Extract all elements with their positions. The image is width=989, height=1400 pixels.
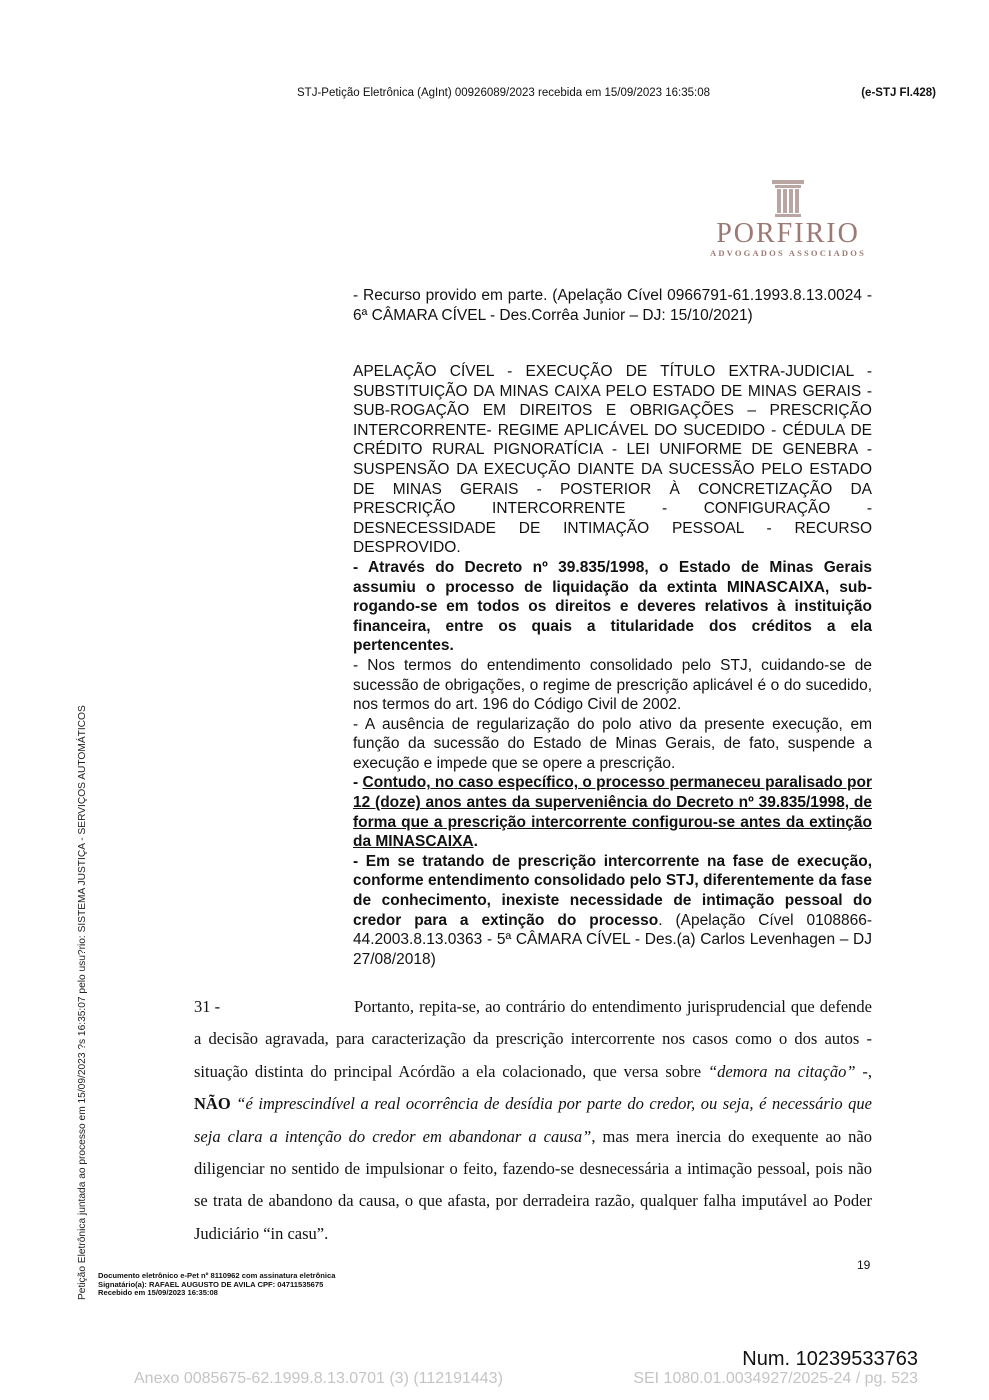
quote-text: - Recurso provido em parte. (Apelação Cível 0966791-61.1993.8.13.0024 - 6ª CÂMARA CÍVEL - Des.Corrêa Junior – DJ: 15/10/2021) [353,287,872,324]
quoted-ementa [353,362,872,969]
body-text-2: -, [855,1061,872,1081]
signature-line-3: Recebido em 15/09/2023 16:35:08 [98,1288,218,1297]
side-note-vertical: Petição Eletrônica juntada ao processo em 15/09/2023 ?s 16:35:07 pelo usu?rio: SISTEMA JUSTIÇA - SERVIÇOS AUTOMÁTICOS [77,705,88,1300]
ementa-point-3: - A ausência de regularização do polo ativo da presente execução, em função da sucessão do Estado de Minas Gerais, de fato, suspende a execução e impede que se opere a prescrição. [353,715,872,772]
body-text-1: Portanto, repita-se, ao contrário do entendimento jurisprudencial que defende a decisão agravada, para caracterização da prescrição intercorrente nos casos como o dos autos - situação distinta do principal Acórdão a ela colacionado, que versa sobre [194,997,872,1081]
logo-wordmark: PORFIRIO [716,218,860,249]
firm-logo [702,178,874,258]
signature-block [98,1272,335,1298]
footer-sei: SEI 1080.01.0034927/2025-24 / pg. 523 [633,1370,918,1387]
quote-paragraph-1 [353,286,872,325]
ementa-point-5-citation: . (Apelação Cível 0108866-44.2003.8.13.0363 - 5ª CÂMARA CÍVEL - Des.(a) Carlos Levenhagen – DJ 27/08/2018) [353,911,873,968]
ementa-point-5 [353,852,872,970]
ementa-headline: APELAÇÃO CÍVEL - EXECUÇÃO DE TÍTULO EXTRA-JUDICIAL - SUBSTITUIÇÃO DA MINAS CAIXA PELO ESTADO DE MINAS GERAIS - SUB-ROGAÇÃO EM DIREITOS E OBRIGAÇÕES – PRESCRIÇÃO INTERCORRENTE- REGIME APLICÁVEL DO SUCEDIDO - CÉDULA DE CRÉDITO RURAL PIGNORATÍCIA - LEI UNIFORME DE GENEBRA - SUSPENSÃO DA EXECUÇÃO DIANTE DA SUCESSÃO PELO ESTADO DE MINAS GERAIS - POSTERIOR À CONCRETIZAÇÃO DA PRESCRIÇÃO INTERCORRENTE - CONFIGURAÇÃO - DESNECESSIDADE DE INTIMAÇÃO PESSOAL - RECURSO DESPROVIDO. [353,363,872,557]
signature-line-2: Signatário(a): RAFAEL AUGUSTO DE AVILA CPF: 04711535675 [98,1279,324,1289]
ementa-point-5-bold: - Em se tratando de prescrição intercorrente na fase de execução, conforme entendimento consolidado pelo STJ, diferentemente da fase de conhecimento, inexiste necessidade de intimação pessoal do credor para a extinção do processo [353,852,872,929]
ementa-point-4-suffix: . [473,833,478,851]
header-page-ref: (e-STJ Fl.428) [861,87,936,99]
ementa-point-4 [353,773,872,851]
body-italic-2: “é imprescindível a real ocorrência de desídia por parte do credor, ou seja, é necessário que seja clara a intenção do credor em abandonar a causa” [194,1094,873,1146]
column-icon [702,178,874,222]
body-text-4: , mas mera inercia do exequente ao não diligenciar no sentido de impulsionar o feito, fazendo-se desnecessária a intimação pessoal, pois não se trata de abandono da causa, o que afasta, por derradeira razão, qualquer falha imputável ao Poder Judiciário “in casu”. [194,1126,872,1243]
footer-annex: Anexo 0085675-62.1999.8.13.0701 (3) (112191443) [134,1370,503,1387]
document-num-id: Num. 10239533763 [742,1348,918,1370]
ementa-point-2: - Nos termos do entendimento consolidado pelo STJ, cuidando-se de sucessão de obrigações, o regime de prescrição aplicável é o do sucedido, nos termos do art. 196 do Código Civil de 2002. [353,656,872,714]
ementa-point-4-prefix: - [353,774,363,792]
ementa-point-4-underlined: Contudo, no caso específico, o processo permaneceu paralisado por 12 (doze) anos antes da superveniência do Decreto nº 39.835/1998, de forma que a prescrição intercorrente configurou-se antes da extinção da MINASCAIXA [353,774,873,851]
signature-line-1: Documento eletrônico e-Pet nº 8110962 com assinatura eletrônica [98,1271,336,1280]
ementa-point-1: - Através do Decreto nº 39.835/1998, o Estado de Minas Gerais assumiu o processo de liquidação da extinta MINASCAIXA, sub-rogando-se em todos os direitos e deveres relativos à instituição financeira, entre os quais a titularidade dos créditos a ela pertencentes. [353,558,872,655]
body-italic-1: “demora na citação” [707,1061,856,1081]
page-number: 19 [857,1258,871,1272]
body-bold-nao: NÃO [194,1094,231,1114]
header-petition-info: STJ-Petição Eletrônica (AgInt) 00926089/2023 recebida em 15/09/2023 16:35:08 [297,87,711,99]
paragraph-number: 31 - [194,997,221,1016]
logo-subtitle: ADVOGADOS ASSOCIADOS [709,248,866,258]
body-paragraph-31 [194,991,872,1250]
